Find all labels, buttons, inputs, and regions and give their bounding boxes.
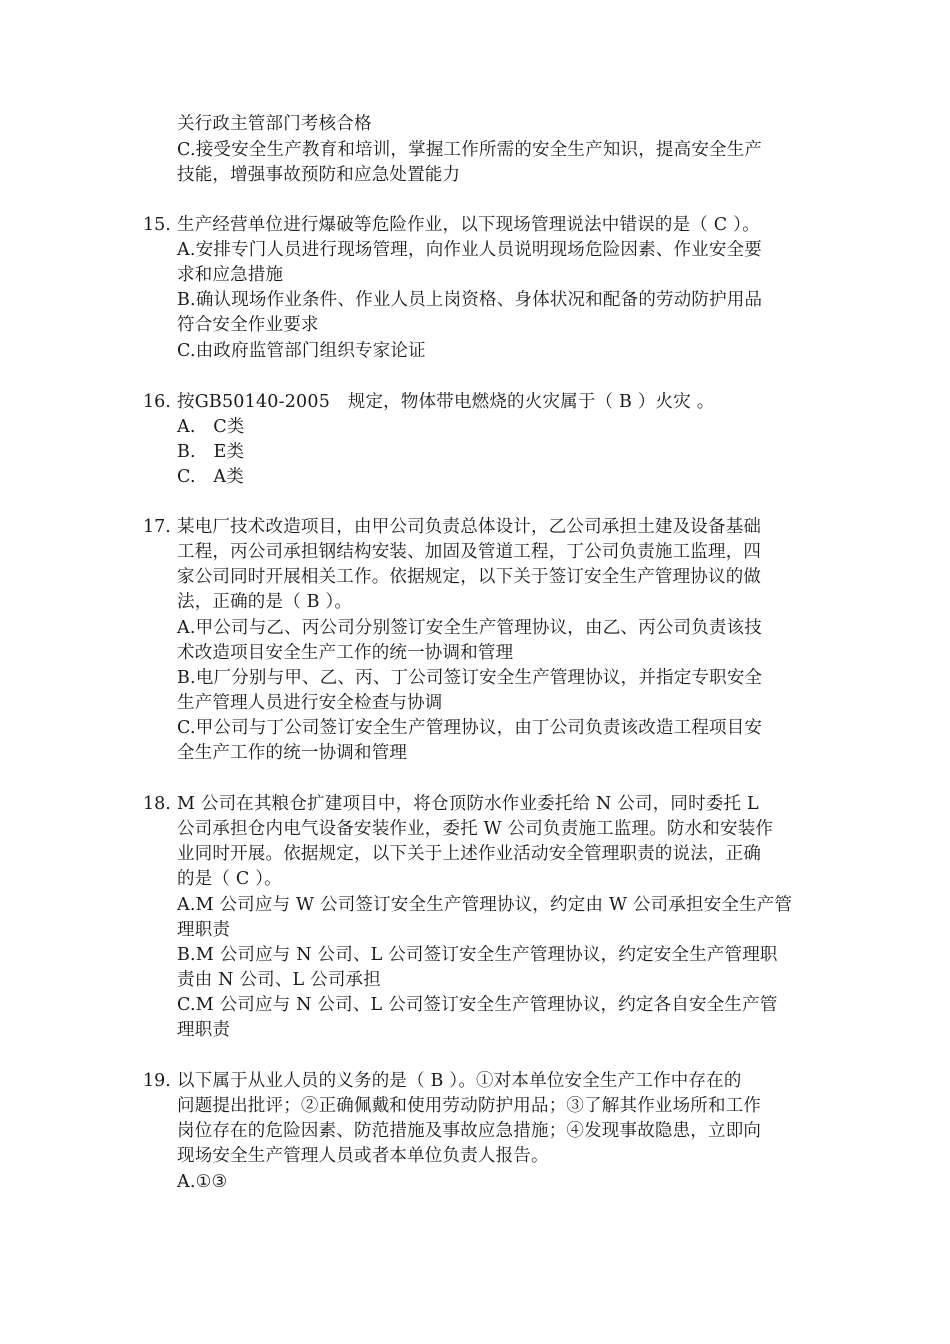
- option-text: 责由 N 公司、L 公司承担: [177, 970, 381, 990]
- question-number: 19.: [143, 1071, 171, 1091]
- option-text: 理职责: [177, 1020, 231, 1040]
- question-stem: M 公司在其粮仓扩建项目中，将仓顶防水作业委托给 N 公司，同时委托 L: [177, 794, 759, 814]
- question-stem: 岗位存在的危险因素、防范措施及事故应急措施；④发现事故隐患，立即向: [177, 1121, 762, 1141]
- question-stem: 业同时开展。依据规定，以下关于上述作业活动安全管理职责的说法，正确: [177, 844, 762, 864]
- question-stem: 问题提出批评；②正确佩戴和使用劳动防护用品；③了解其作业场所和工作: [177, 1096, 762, 1116]
- question-number: 15.: [143, 215, 171, 235]
- question-stem: 现场安全生产管理人员或者本单位负责人报告。: [177, 1146, 549, 1166]
- option-text: 生产管理人员进行安全检查与协调: [177, 693, 443, 713]
- option-text: 全生产工作的统一协调和管理: [177, 743, 408, 763]
- continuation-line: C.接受安全生产教育和培训，掌握工作所需的安全生产知识，提高安全生产: [177, 140, 763, 160]
- option-text: 求和应急措施: [177, 265, 284, 285]
- continuation-line: 技能，增强事故预防和应急处置能力: [177, 165, 461, 185]
- option-text: 理职责: [177, 920, 231, 940]
- option-text: C.甲公司与丁公司签订安全生产管理协议，由丁公司负责该改造工程项目安: [177, 718, 763, 738]
- option-text: A.甲公司与乙、丙公司分别签订安全生产管理协议，由乙、丙公司负责该技: [177, 618, 762, 638]
- question-stem: 公司承担仓内电气设备安装作业，委托 W 公司负责施工监理。防水和安装作: [177, 819, 774, 839]
- option-text: B.电厂分别与甲、乙、丙、丁公司签订安全生产管理协议，并指定专职安全: [177, 668, 763, 688]
- option-text: A. C类: [177, 417, 245, 437]
- option-text: C.M 公司应与 N 公司、L 公司签订安全生产管理协议，约定各自安全生产管: [177, 995, 778, 1015]
- option-text: C. A类: [177, 467, 244, 487]
- question-stem: 按GB50140-2005 规定，物体带电燃烧的火灾属于（ B ）火灾 。: [177, 392, 715, 412]
- continuation-line: 关行政主管部门考核合格: [177, 114, 372, 134]
- question-stem: 家公司同时开展相关工作。依据规定，以下关于签订安全生产管理协议的做: [177, 567, 762, 587]
- question-number: 18.: [143, 794, 171, 814]
- option-text: 术改造项目安全生产工作的统一协调和管理: [177, 643, 514, 663]
- option-text: C.由政府监管部门组织专家论证: [177, 341, 426, 361]
- option-text: A.M 公司应与 W 公司签订安全生产管理协议，约定由 W 公司承担安全生产管: [177, 895, 793, 915]
- question-stem: 以下属于从业人员的义务的是（ B ）。①对本单位安全生产工作中存在的: [177, 1071, 742, 1091]
- question-number: 17.: [143, 517, 171, 537]
- question-stem: 法，正确的是（ B ）。: [177, 592, 353, 612]
- option-text: B.确认现场作业条件、作业人员上岗资格、身体状况和配备的劳动防护用品: [177, 290, 763, 310]
- question-number: 16.: [143, 392, 171, 412]
- option-text: A.安排专门人员进行现场管理，向作业人员说明现场危险因素、作业安全要: [177, 240, 762, 260]
- option-text: B. E类: [177, 442, 245, 462]
- question-stem: 某电厂技术改造项目，由甲公司负责总体设计，乙公司承担土建及设备基础: [177, 517, 762, 537]
- question-stem: 的是（ C ）。: [177, 869, 282, 889]
- option-text: A.①③: [177, 1172, 228, 1192]
- option-text: 符合安全作业要求: [177, 315, 319, 335]
- option-text: B.M 公司应与 N 公司、L 公司签订安全生产管理协议，约定安全生产管理职: [177, 945, 778, 965]
- question-stem: 工程，丙公司承担钢结构安装、加固及管道工程，丁公司负责施工监理，四: [177, 542, 762, 562]
- question-stem: 生产经营单位进行爆破等危险作业，以下现场管理说法中错误的是（ C ）。: [177, 215, 760, 235]
